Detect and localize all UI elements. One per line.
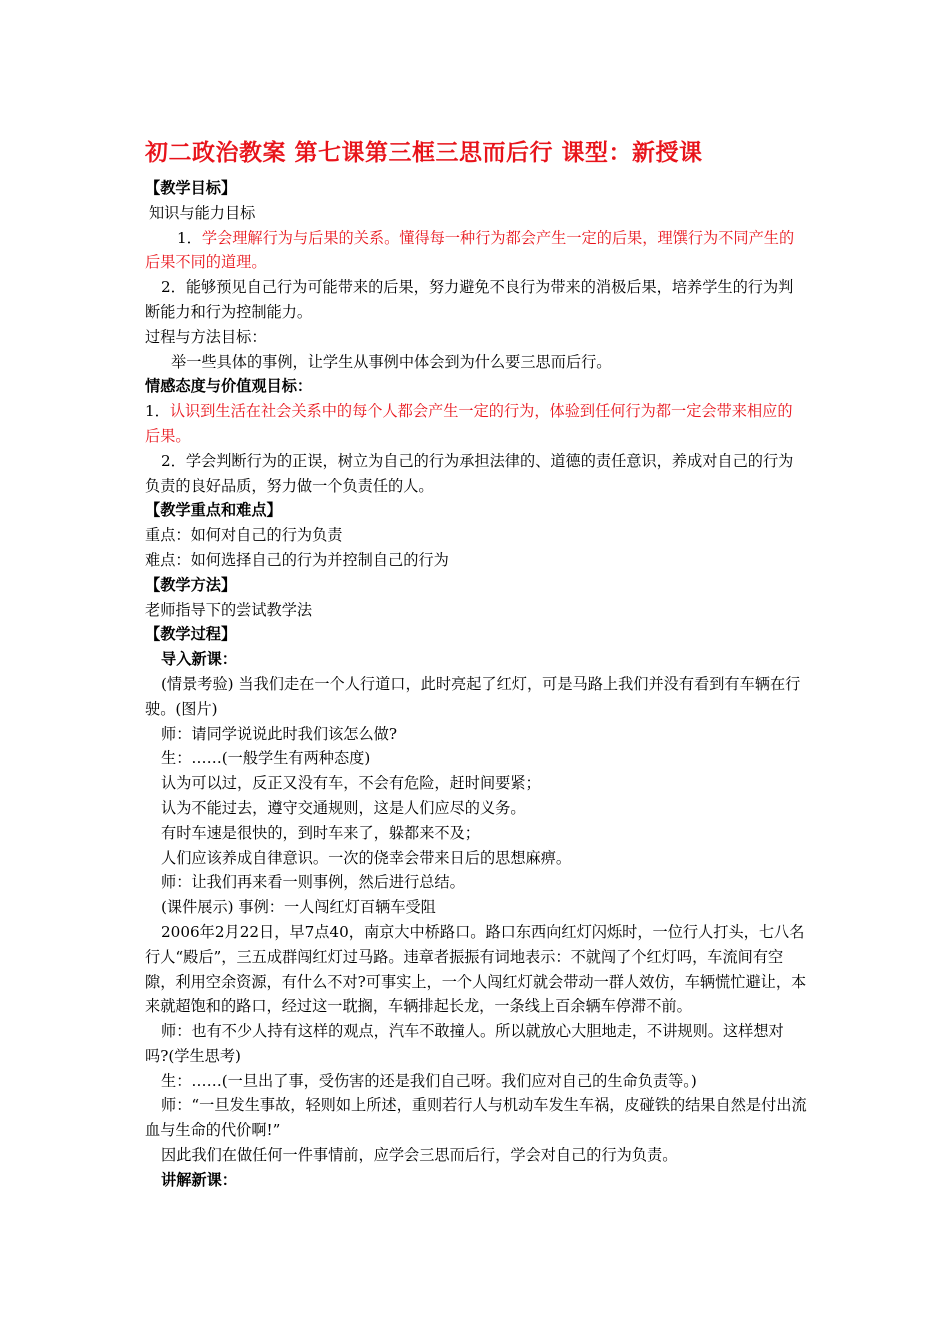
process-goal-heading: 过程与方法目标：	[145, 327, 267, 346]
key-point: 重点：如何对自己的行为负责	[145, 526, 343, 545]
difficulty-point: 难点：如何选择自己的行为并控制自己的行为	[145, 550, 449, 569]
emotion-goal-1	[145, 399, 807, 449]
paragraph: 生：……(一般学生有两种态度)	[161, 749, 371, 768]
paragraph: 师：让我们再来看一则事例，然后进行总结。	[161, 873, 465, 892]
paragraph: 因此我们在做任何一件事情前，应学会三思而后行，学会对自己的行为负责。	[161, 1146, 678, 1165]
document-body	[145, 176, 807, 1193]
goals-heading: 【教学目标】	[145, 179, 237, 197]
teaching-process-heading: 【教学过程】	[145, 625, 237, 644]
paragraph: 人们应该养成自律意识。一次的侥幸会带来日后的思想麻痹。	[161, 848, 572, 867]
knowledge-goal-2: 2．能够预见自己行为可能带来的后果，努力避免不良行为带来的消极后果，培养学生的行为判断能力和行为控制能力。	[145, 278, 794, 321]
paragraph: 2006年2月22日，早7点40，南京大中桥路口。路口东西向红灯闪烁时，一位行人打头，七八名行人“殿后”，三五成群闯红灯过马路。违章者振振有词地表示：不就闯了个红灯吗，车流间有空隙，利用空余资源，有什么不对?可事实上，一个人闯红灯就会带动一群人效仿，车辆慌忙避让，本来就超饱和的路口，经过这一耽搁，车辆排起长龙，一条线上百余辆车停滞不前。	[145, 922, 807, 1016]
paragraph: 师：请同学说说此时我们该怎么做?	[161, 724, 397, 743]
paragraph: 生：……(一旦出了事，受伤害的还是我们自己呀。我们应对自己的生命负责等。)	[161, 1071, 697, 1090]
method-text: 老师指导下的尝试教学法	[145, 600, 313, 619]
paragraph: 师：也有不少人持有这样的观点，汽车不敢撞人。所以就放心大胆地走，不讲规则。这样想对吗?(学生思考)	[145, 1022, 784, 1065]
knowledge-goal-1-number: 1．	[177, 228, 202, 247]
paragraph: 认为不能过去，遵守交通规则，这是人们应尽的义务。	[161, 798, 526, 817]
emotion-goal-1-text: 认识到生活在社会关系中的每个人都会产生一定的行为，体验到任何行为都一定会带来相应的后果。	[145, 402, 793, 445]
method-heading: 【教学方法】	[145, 575, 237, 594]
knowledge-goal-1-text: 学会理解行为与后果的关系。懂得每一种行为都会产生一定的后果，理馔行为不同产生的后果不同的道理。	[145, 228, 795, 272]
paragraph: (课件展示) 事例：一人闯红灯百辆车受阻	[161, 898, 436, 917]
knowledge-goal-1	[145, 226, 807, 276]
document-title: 初二政治教案 第七课第三框三思而后行 课型：新授课	[145, 140, 703, 166]
knowledge-heading: 知识与能力目标	[149, 203, 256, 222]
paragraph: (情景考验) 当我们走在一个人行道口，此时亮起了红灯，可是马路上我们并没有看到有车辆在行驶。(图片)	[145, 674, 801, 718]
intro-heading: 导入新课：	[161, 650, 237, 669]
key-points-heading: 【教学重点和难点】	[145, 501, 282, 520]
paragraph: 认为可以过，反正又没有车，不会有危险，赶时间要紧；	[161, 774, 541, 793]
paragraph: 有时车速是很快的，到时车来了，躲都来不及；	[161, 823, 480, 842]
emotion-goal-heading: 情感态度与价值观目标：	[145, 377, 313, 396]
emotion-goal-2: 2．学会判断行为的正误，树立为自己的行为承担法律的、道德的责任意识，养成对自己的行为负责的良好品质，努力做一个负责任的人。	[145, 451, 794, 495]
emotion-goal-1-number: 1．	[145, 402, 170, 421]
new-lesson-heading: 讲解新课：	[161, 1170, 237, 1189]
paragraph: 师：“一旦发生事故，轻则如上所述，重则若行人与机动车发生车祸，皮碰铁的结果自然是付出流血与生命的代价啊!”	[145, 1096, 807, 1140]
process-goal-text: 举一些具体的事例，让学生从事例中体会到为什么要三思而后行。	[171, 352, 612, 371]
